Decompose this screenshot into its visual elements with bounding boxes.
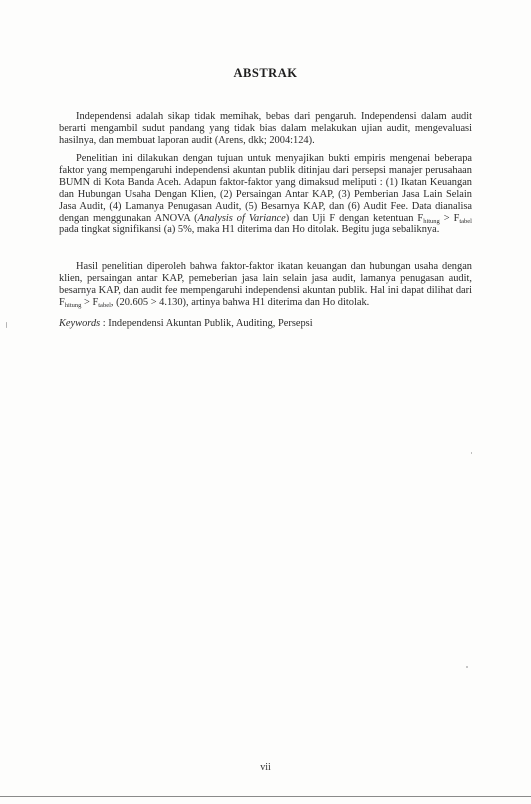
paragraph-2-text-d: pada tingkat signifikansi (a) 5%, maka H1 diterima dan Ho ditolak. Begitu juga sebaliknya. bbox=[59, 224, 440, 236]
paragraph-3-text-c: , (20.605 > 4.130), artinya bahwa H1 diterima dan Ho ditolak. bbox=[110, 296, 370, 308]
f-hitung-subscript-2: hitung bbox=[64, 301, 82, 309]
page-title: ABSTRAK bbox=[233, 66, 298, 80]
paragraph-3-text-a: Hasil penelitian diperoleh bahwa faktor-faktor ikatan keuangan dan hubungan usaha dengan klien, persaingan antar KAP, pemeberian jasa lain selain jasa audit, lamanya penugasan audit, besarnya KAP, dan audit fee mempengaruhi independensi akuntan publik. Hal ini dapat dilihat dari F bbox=[59, 261, 472, 308]
abstract-paragraph-1 bbox=[59, 111, 472, 147]
scan-speck bbox=[471, 452, 472, 454]
paragraph-2-text-b: ) dan Uji F dengan ketentuan F bbox=[285, 212, 424, 224]
scan-speck bbox=[466, 666, 468, 668]
keywords-line bbox=[59, 318, 472, 329]
keywords-label: Keywords bbox=[59, 318, 101, 329]
keywords-text: : Independensi Akuntan Publik, Auditing, Persepsi bbox=[100, 318, 313, 329]
paragraph-3-text-b: > F bbox=[81, 296, 99, 308]
scan-speck bbox=[6, 322, 7, 328]
page-number: vii bbox=[260, 762, 271, 773]
paragraph-2-text-a: Penelitian ini dilakukan dengan tujuan untuk menyajikan bukti empiris mengenai beberapa faktor yang mempengaruhi independensi akuntan publik ditinjau dari persepsi manajer perusahaan BUMN di Kota Banda Aceh. Adapun faktor-faktor yang dimaksud meliputi : (1) Ikatan Keuangan dan Hubungan Usaha Dengan Klien, (2) Persaingan Antar KAP, (3) Pemberian Jasa Lain Selain Jasa Audit, (4) Lamanya Penugasan Audit, (5) Besarnya KAP, dan (6) Audit Fee. Data dianalisa dengan menggunakan ANOVA ( bbox=[59, 153, 472, 224]
f-tabel-subscript: tabel bbox=[459, 217, 472, 225]
abstract-paragraph-3 bbox=[59, 261, 472, 309]
paragraph-1-text: Independensi adalah sikap tidak memihak, bebas dari pengaruh. Independensi dalam audit berarti mengambil sudut pandang yang tidak bias dalam melakukan ujian audit, mengevaluasi hasilnya, dan membuat laporan audit (Arens, dkk; 2004:124). bbox=[59, 111, 472, 146]
f-hitung-subscript: hitung bbox=[423, 217, 440, 225]
abstract-paragraph-2 bbox=[59, 153, 472, 236]
anova-expansion: Analysis of Variance bbox=[197, 212, 286, 224]
paragraph-2-text-c: > F bbox=[439, 212, 460, 224]
scan-edge-line bbox=[0, 796, 531, 797]
f-tabel-subscript-2: tabel bbox=[98, 301, 111, 309]
